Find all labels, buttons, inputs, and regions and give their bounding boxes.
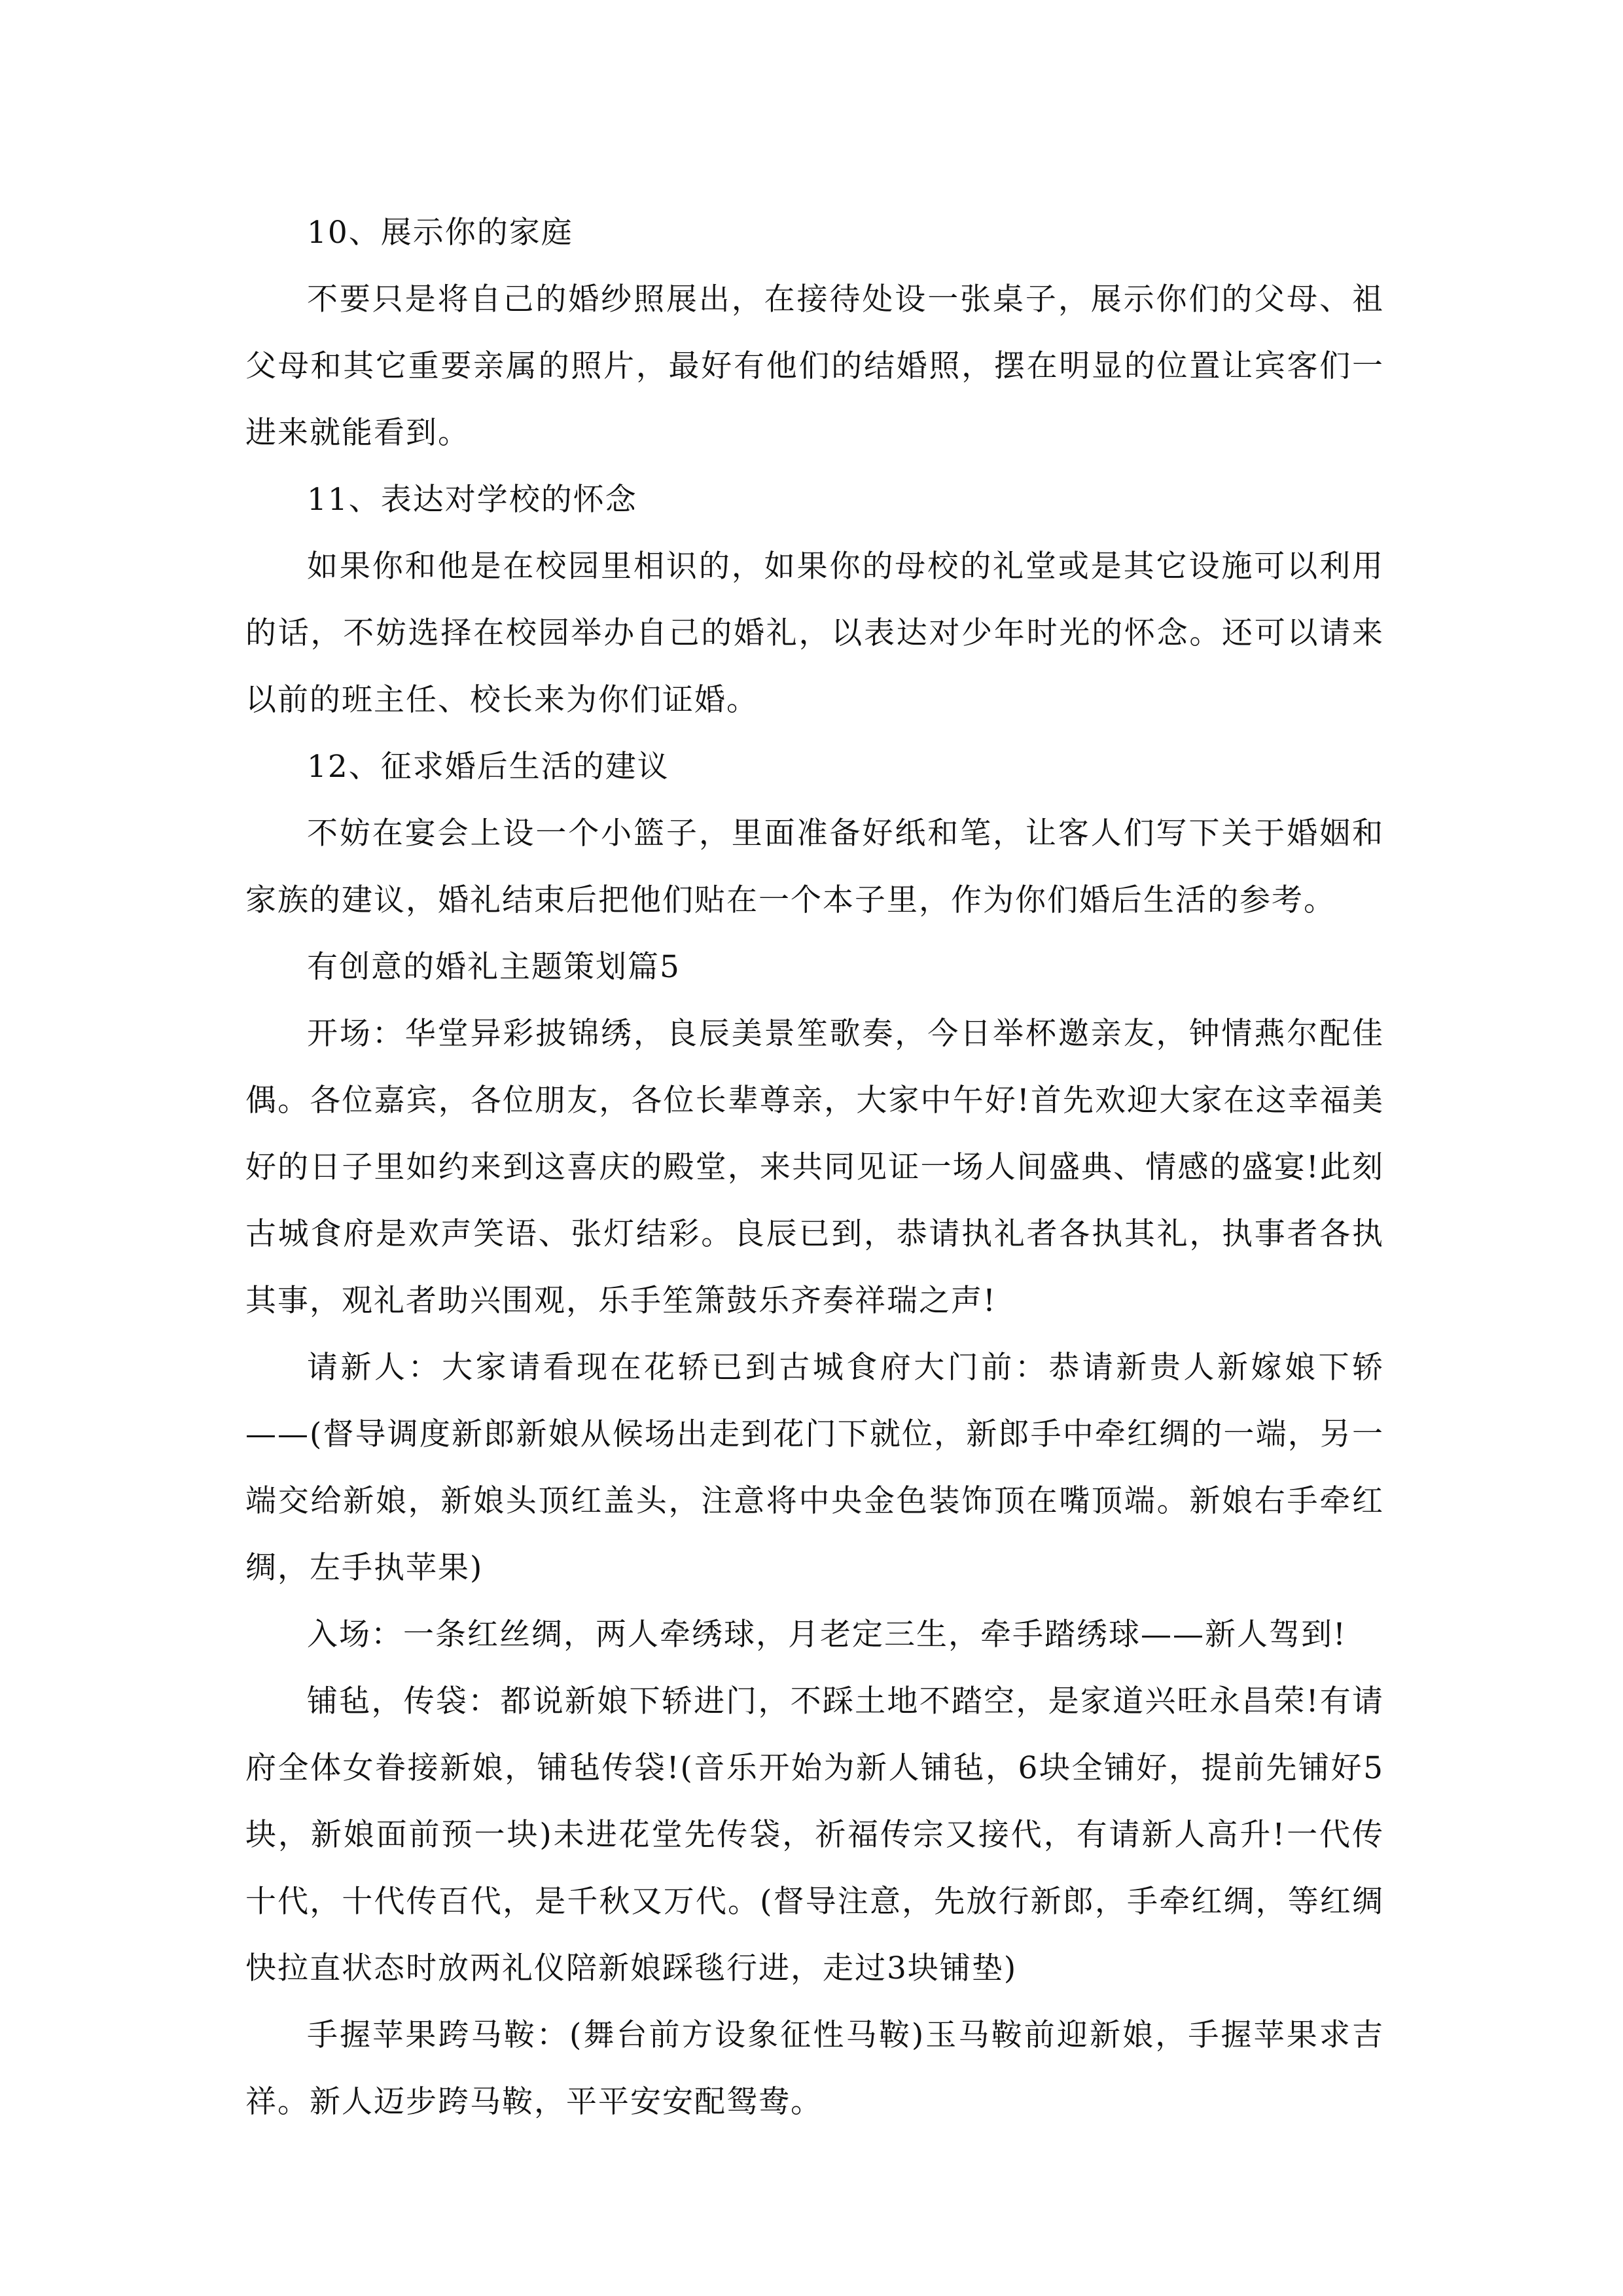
section-title: 有创意的婚礼主题策划篇5 <box>307 949 681 985</box>
heading-marriage-advice: 12、征求婚后生活的建议 <box>307 749 669 785</box>
paragraph-show-family: 不要只是将自己的婚纱照展出，在接待处设一张桌子，展示你们的父母、祖父母和其它重要亲属的照片，最好有他们的结婚照，摆在明显的位置让宾客们一进来就能看到。 <box>245 281 1384 451</box>
paragraph-opening: 开场：华堂异彩披锦绣，良辰美景笙歌奏，今日举杯邀亲友，钟情燕尔配佳偶。各位嘉宾，各位朋友，各位长辈尊亲，大家中午好!首先欢迎大家在这幸福美好的日子里如约来到这喜庆的殿堂，来共同见证一场人间盛典、情感的盛宴!此刻古城食府是欢声笑语、张灯结彩。良辰已到，恭请执礼者各执其礼，执事者各执其事，观礼者助兴围观，乐手笙箫鼓乐齐奏祥瑞之声! <box>245 1016 1384 1319</box>
heading-school-memory: 11、表达对学校的怀念 <box>307 482 637 518</box>
paragraph-saddle: 手握苹果跨马鞍：(舞台前方设象征性马鞍)玉马鞍前迎新娘，手握苹果求吉祥。新人迈步跨马鞍，平平安安配鸳鸯。 <box>245 2017 1384 2120</box>
heading-show-family: 10、展示你的家庭 <box>307 215 573 251</box>
paragraph-marriage-advice: 不妨在宴会上设一个小篮子，里面准备好纸和笔，让客人们写下关于婚姻和家族的建议，婚礼结束后把他们贴在一个本子里，作为你们婚后生活的参考。 <box>245 816 1384 918</box>
paragraph-invite-couple: 请新人：大家请看现在花轿已到古城食府大门前：恭请新贵人新嫁娘下轿——(督导调度新郎新娘从候场出走到花门下就位，新郎手中牵红绸的一端，另一端交给新娘，新娘头顶红盖头，注意将中央金色装饰顶在嘴顶端。新娘右手牵红绸，左手执苹果) <box>245 1350 1384 1586</box>
document-body <box>245 200 1384 2136</box>
paragraph-entrance: 入场：一条红丝绸，两人牵绣球，月老定三生，牵手踏绣球——新人驾到! <box>307 1617 1347 1653</box>
paragraph-school-memory: 如果你和他是在校园里相识的，如果你的母校的礼堂或是其它设施可以利用的话，不妨选择在校园举办自己的婚礼，以表达对少年时光的怀念。还可以请来以前的班主任、校长来为你们证婚。 <box>245 548 1384 718</box>
paragraph-carpet-bags: 铺毡，传袋：都说新娘下轿进门，不踩土地不踏空，是家道兴旺永昌荣!有请府全体女眷接新娘，铺毡传袋!(音乐开始为新人铺毡，6块全铺好，提前先铺好5块，新娘面前预一块)未进花堂先传袋，祈福传宗又接代，有请新人高升!一代传十代，十代传百代，是千秋又万代。(督导注意，先放行新郎，手牵红绸，等红绸快拉直状态时放两礼仪陪新娘踩毯行进，走过3块铺垫) <box>245 1683 1384 1986</box>
